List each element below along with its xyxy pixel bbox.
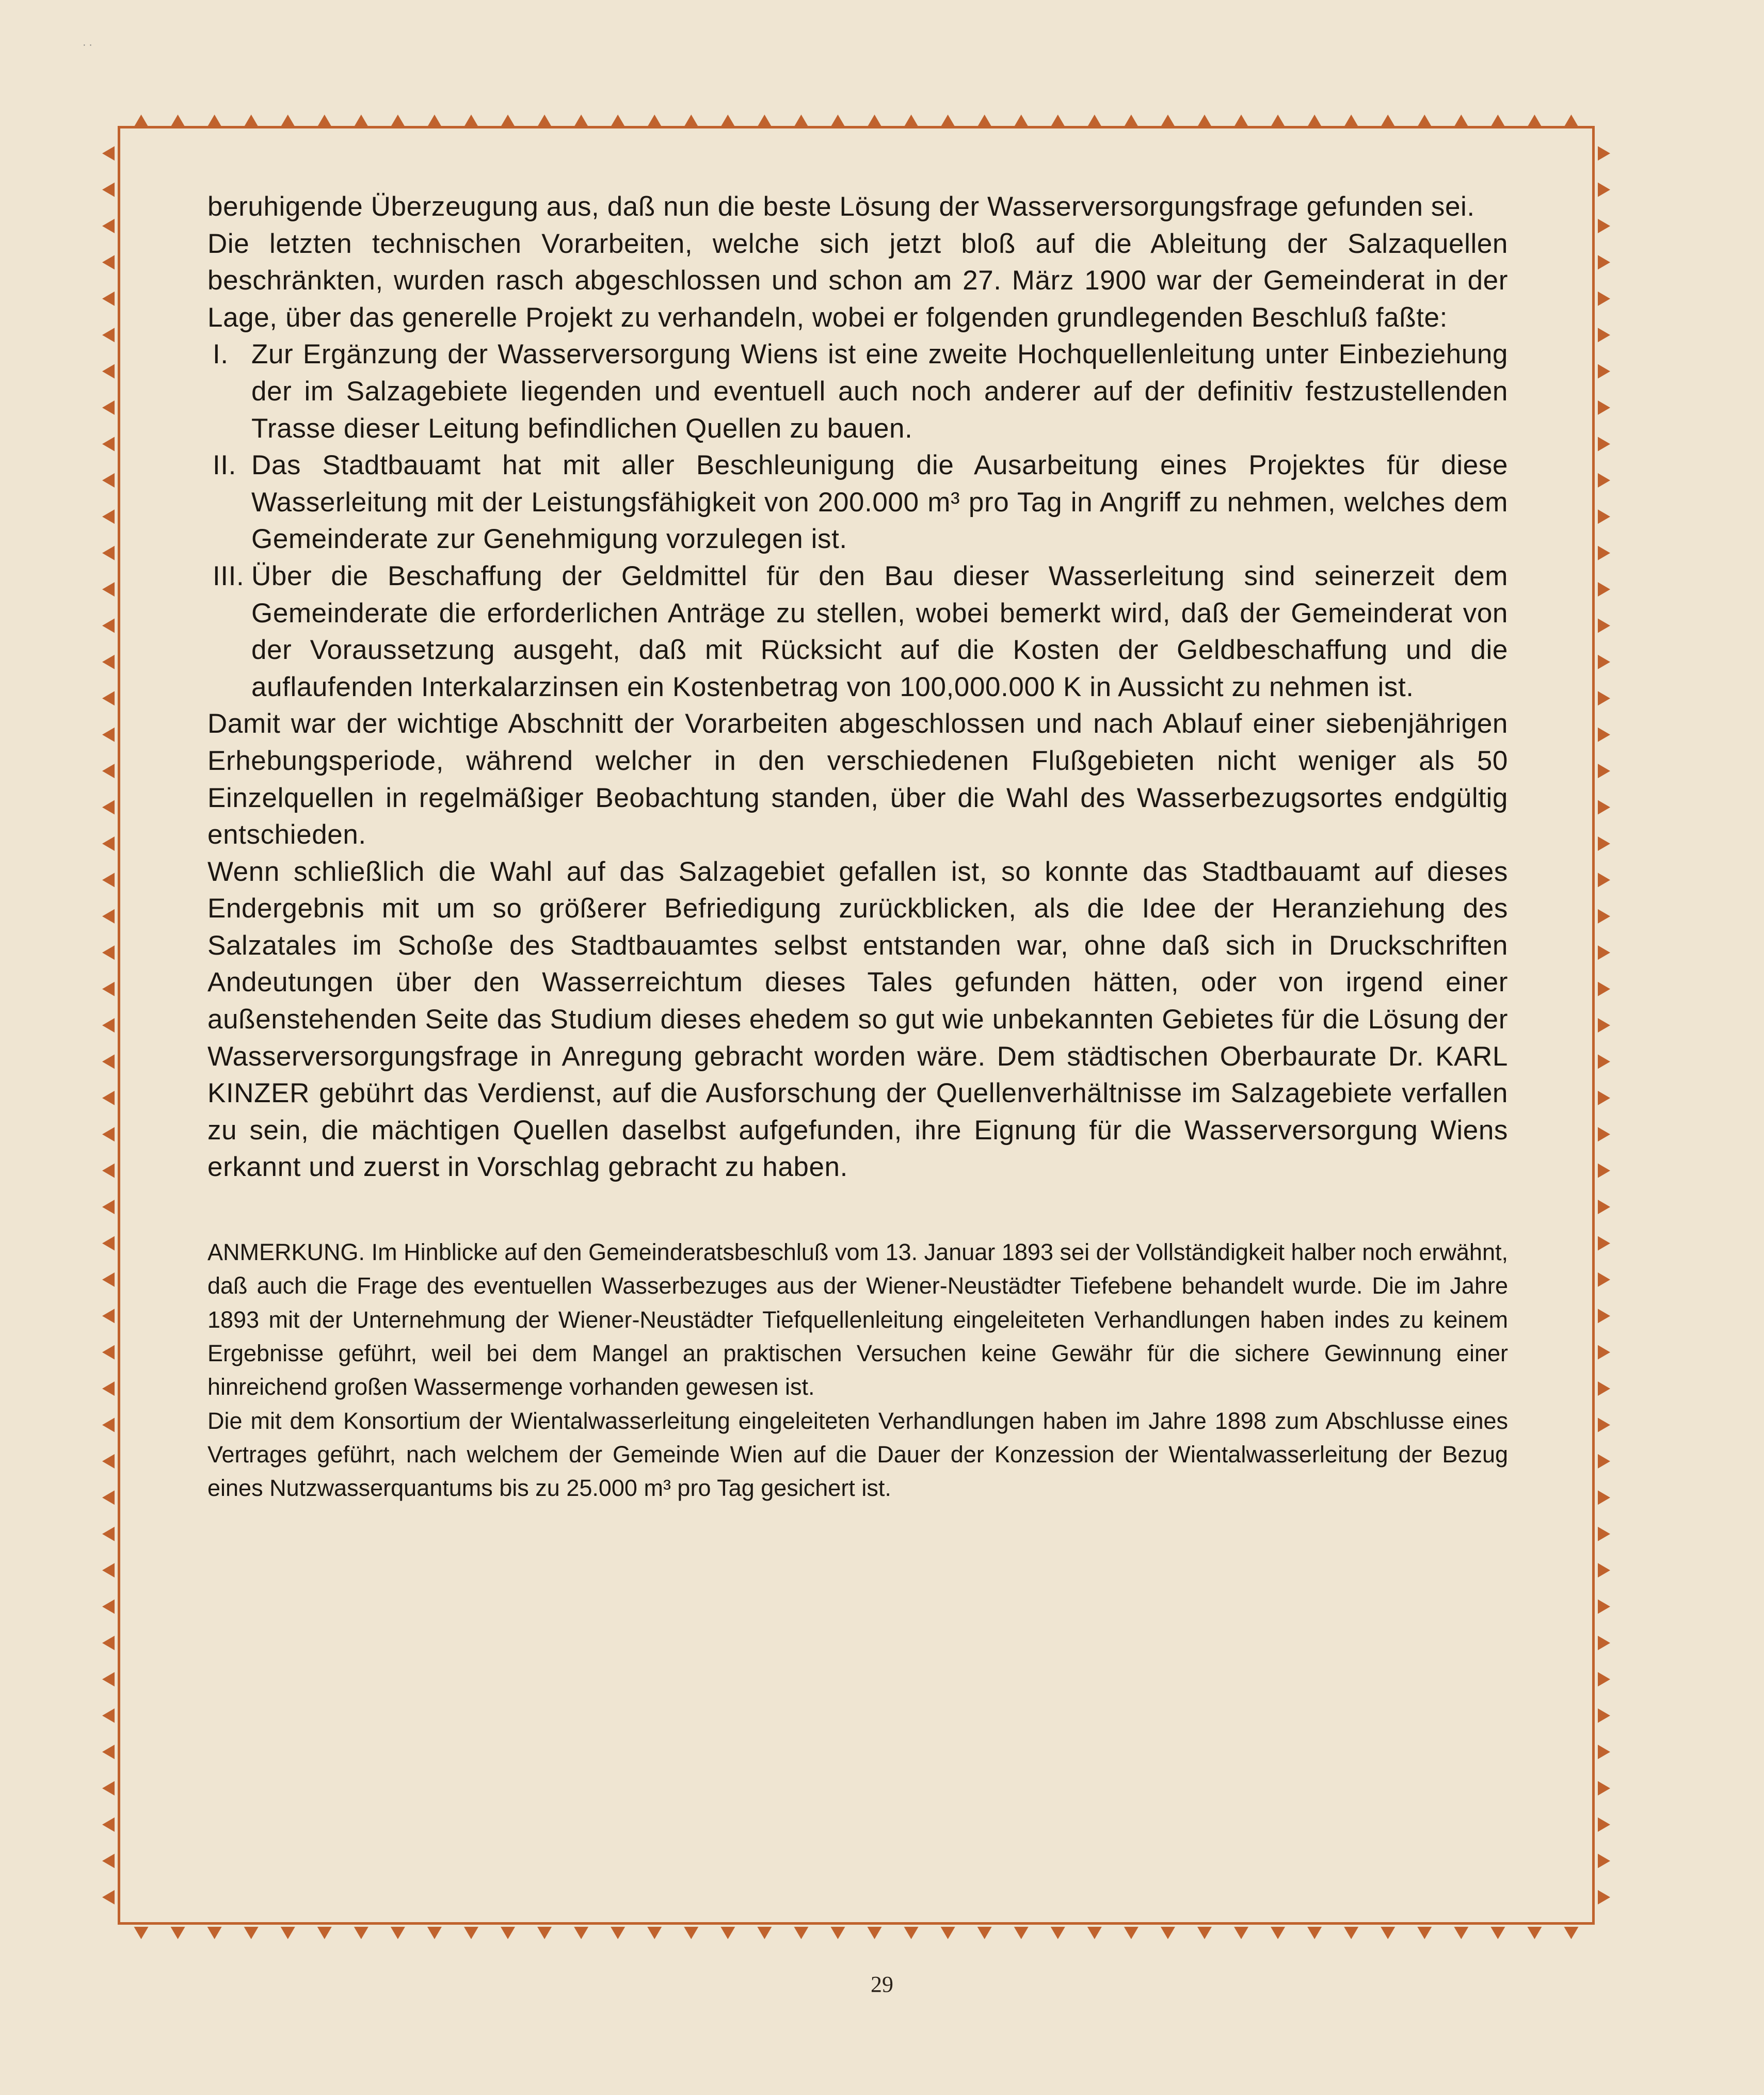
ornament-triangle — [102, 1381, 115, 1396]
ornament-triangle — [757, 115, 772, 127]
ornament-triangle — [102, 1672, 115, 1686]
ornament-triangle — [1234, 1927, 1248, 1939]
ornament-triangle — [281, 115, 295, 127]
top-ornament-triangles — [123, 109, 1590, 128]
ornament-triangle — [1598, 909, 1610, 924]
ornament-triangle — [1417, 1927, 1432, 1939]
ornament-triangle — [1598, 1018, 1610, 1033]
ornament-triangle — [501, 1927, 515, 1939]
ornament-triangle — [1197, 115, 1212, 127]
ornament-triangle — [1598, 1417, 1610, 1432]
ornament-triangle — [1197, 1927, 1212, 1939]
ornament-triangle — [830, 1927, 845, 1939]
ornament-triangle — [684, 1927, 698, 1939]
ornament-triangle — [1598, 873, 1610, 887]
annotation-block — [207, 1235, 1508, 1505]
ornament-triangle — [102, 183, 115, 197]
ornament-triangle — [1598, 1272, 1610, 1287]
ornament-triangle — [537, 115, 552, 127]
ornament-triangle — [868, 115, 882, 127]
ornament-triangle — [1234, 115, 1248, 127]
ornament-triangle — [1124, 115, 1138, 127]
ornament-triangle — [1598, 1345, 1610, 1360]
ornament-triangle — [1087, 1927, 1102, 1939]
ornament-triangle — [391, 1927, 405, 1939]
ornament-triangle — [102, 1527, 115, 1541]
ornament-triangle — [1271, 115, 1285, 127]
ornament-triangle — [1014, 115, 1029, 127]
ornament-triangle — [102, 1854, 115, 1868]
ornament-triangle — [1051, 1927, 1065, 1939]
resolution-number: I. — [213, 339, 229, 370]
ornament-triangle — [977, 115, 992, 127]
ornament-triangle — [1598, 1454, 1610, 1469]
resolution-item-1 — [207, 336, 1508, 447]
ornament-triangle — [244, 115, 259, 127]
resolution-text: Über die Beschaffung der Geldmittel für den Bau dieser Wasserleitung sind seinerzeit dem Gemeinderate die erforderlichen Anträge zu stellen, wobei bemerkt wird, daß der Gemeinderat von der Voraussetzung ausgeht, daß mit Rücksicht auf die Kosten der Geldbeschaffung und die auflaufenden Interkalarzinsen ein Kostenbetrag von 100,000.000 K in Aussicht zu nehmen ist. — [251, 560, 1508, 702]
ornament-triangle — [1161, 1927, 1175, 1939]
ornament-triangle — [1598, 764, 1610, 778]
ornament-triangle — [977, 1927, 992, 1939]
ornament-triangle — [1598, 509, 1610, 524]
ornament-triangle — [1598, 655, 1610, 669]
ornament-triangle — [1598, 1854, 1610, 1868]
resolution-text: Zur Ergänzung der Wasserversorgung Wiens ist eine zweite Hochquellenleitung unter Einbeziehung der im Salzagebiete liegenden und eventuell auch noch anderer auf der definitiv festzustellenden Trasse dieser Leitung befindlichen Quellen zu bauen. — [251, 339, 1508, 444]
ornament-triangle — [1527, 1927, 1542, 1939]
ornament-triangle — [391, 115, 405, 127]
ornament-triangle — [102, 400, 115, 415]
ornament-triangle — [102, 1563, 115, 1577]
ornament-triangle — [102, 691, 115, 705]
ornament-triangle — [1161, 115, 1175, 127]
ornament-triangle — [102, 764, 115, 778]
ornament-triangle — [1344, 1927, 1358, 1939]
ornament-triangle — [427, 115, 442, 127]
ornament-triangle — [207, 1927, 222, 1939]
ornament-triangle — [1598, 183, 1610, 197]
ornament-triangle — [102, 1490, 115, 1505]
left-ornament-triangles — [97, 135, 116, 1915]
ornament-triangle — [102, 546, 115, 560]
ornament-triangle — [464, 1927, 478, 1939]
ornament-triangle — [904, 115, 919, 127]
ornament-triangle — [1490, 115, 1505, 127]
ornament-triangle — [1598, 219, 1610, 233]
ornament-triangle — [1598, 1127, 1610, 1141]
ornament-triangle — [1014, 1927, 1029, 1939]
ornament-triangle — [1598, 1781, 1610, 1796]
ornament-triangle — [1598, 1490, 1610, 1505]
ornament-triangle — [171, 1927, 185, 1939]
ornament-triangle — [1598, 328, 1610, 342]
ornament-triangle — [1381, 1927, 1395, 1939]
ornament-triangle — [1598, 364, 1610, 379]
ornament-triangle — [102, 509, 115, 524]
ornament-triangle — [102, 1018, 115, 1033]
ornament-triangle — [1051, 115, 1065, 127]
ornament-triangle — [102, 1417, 115, 1432]
body-paragraph-1: beruhigende Überzeugung aus, daß nun die beste Lösung der Wasserversorgungsfrage gefunden sei. — [207, 191, 1475, 222]
ornament-triangle — [1454, 115, 1468, 127]
ornament-triangle — [904, 1927, 919, 1939]
ornament-triangle — [102, 255, 115, 269]
scan-specks: · · — [83, 39, 92, 51]
ornament-triangle — [537, 1927, 552, 1939]
ornament-triangle — [317, 115, 332, 127]
ornament-triangle — [1598, 400, 1610, 415]
ornament-triangle — [102, 1600, 115, 1614]
ornament-triangle — [684, 115, 698, 127]
ornament-triangle — [794, 1927, 808, 1939]
ornament-triangle — [1598, 1054, 1610, 1069]
ornament-triangle — [317, 1927, 332, 1939]
page-number: 29 — [871, 1972, 893, 1997]
ornament-triangle — [574, 1927, 588, 1939]
ornament-triangle — [941, 115, 955, 127]
ornament-triangle — [102, 1709, 115, 1723]
ornament-triangle — [102, 582, 115, 597]
ornament-triangle — [757, 1927, 772, 1939]
ornament-triangle — [1598, 1381, 1610, 1396]
ornament-triangle — [1564, 115, 1578, 127]
ornament-triangle — [102, 982, 115, 996]
ornament-triangle — [611, 115, 625, 127]
ornament-triangle — [1598, 437, 1610, 451]
ornament-triangle — [1598, 1164, 1610, 1178]
ornament-triangle — [102, 945, 115, 960]
ornament-triangle — [102, 655, 115, 669]
body-paragraph-3: Damit war der wichtige Abschnitt der Vorarbeiten abgeschlossen und nach Ablauf einer siebenjährigen Erhebungsperiode, während welcher in den verschiedenen Flußgebieten nicht weniger als 50 Einzelquellen in regelmäßiger Beobachtung standen, über die Wahl des Wasserbezugsortes endgültig entschieden. — [207, 708, 1508, 850]
ornament-triangle — [102, 1890, 115, 1905]
ornament-triangle — [102, 1454, 115, 1469]
ornament-triangle — [171, 115, 185, 127]
ornament-triangle — [102, 619, 115, 633]
ornament-triangle — [102, 728, 115, 742]
resolution-item-2 — [207, 447, 1508, 558]
ornament-triangle — [1598, 691, 1610, 705]
ornament-triangle — [1598, 1817, 1610, 1832]
ornament-triangle — [1344, 115, 1358, 127]
ornament-triangle — [102, 800, 115, 815]
ornament-triangle — [207, 115, 222, 127]
ornament-triangle — [1417, 115, 1432, 127]
ornament-triangle — [501, 115, 515, 127]
ornament-triangle — [1598, 292, 1610, 306]
ornament-triangle — [1598, 255, 1610, 269]
ornament-triangle — [1598, 146, 1610, 160]
ornament-triangle — [102, 292, 115, 306]
ornament-triangle — [102, 146, 115, 160]
bottom-ornament-triangles — [123, 1926, 1590, 1944]
ornament-triangle — [1598, 1745, 1610, 1759]
ornament-triangle — [1598, 800, 1610, 815]
ornament-triangle — [1527, 115, 1542, 127]
body-paragraph-4: Wenn schließlich die Wahl auf das Salzagebiet gefallen ist, so konnte das Stadtbauamt auf dieses Endergebnis mit um so größerer Befriedigung zurückblicken, als die Idee der Heranziehung des Salzatales im Schoße des Stadtbauamtes selbst entstanden war, ohne daß sich in Druckschriften Andeutungen über den Wasserreichtum dieses Tales gefunden hätten, oder von irgend einer außenstehenden Seite das Studium dieses ehedem so gut wie unbekannten Gebietes für die Lösung der Wasserversorgungsfrage in Anregung gebracht worden wäre. Dem städtischen Oberbaurate Dr. KARL KINZER gebührt das Verdienst, auf die Ausforschung der Quellenverhältnisse im Salzagebiete verfallen zu sein, die mächtigen Quellen daselbst aufgefunden, ihre Eignung für die Wasserversorgung Wiens erkannt und zuerst in Vorschlag gebracht zu haben. — [207, 856, 1508, 1183]
ornament-triangle — [1564, 1927, 1578, 1939]
ornament-triangle — [1087, 115, 1102, 127]
ornament-triangle — [1124, 1927, 1138, 1939]
ornament-triangle — [1307, 1927, 1322, 1939]
ornament-triangle — [102, 1745, 115, 1759]
ornament-triangle — [830, 115, 845, 127]
ornament-triangle — [1598, 1527, 1610, 1541]
ornament-triangle — [102, 1272, 115, 1287]
ornament-triangle — [1598, 1600, 1610, 1614]
ornament-triangle — [720, 1927, 735, 1939]
right-ornament-triangles — [1597, 135, 1615, 1915]
ornament-triangle — [574, 115, 588, 127]
ornament-triangle — [102, 1091, 115, 1105]
ornament-triangle — [1598, 1672, 1610, 1686]
resolution-item-3 — [207, 558, 1508, 705]
ornament-triangle — [1598, 1236, 1610, 1250]
ornament-triangle — [1598, 1309, 1610, 1323]
ornament-triangle — [281, 1927, 295, 1939]
resolution-text: Das Stadtbauamt hat mit aller Beschleunigung die Ausarbeitung eines Projektes für diese Wasserleitung mit der Leistungsfähigkeit von 200.000 m³ pro Tag in Angriff zu nehmen, welches dem Gemeinderate zur Genehmigung vorzulegen ist. — [251, 450, 1508, 555]
ornament-triangle — [1598, 1890, 1610, 1905]
ornament-triangle — [102, 219, 115, 233]
ornament-triangle — [102, 909, 115, 924]
ornament-triangle — [1307, 115, 1322, 127]
annotation-paragraph-1: ANMERKUNG. Im Hinblicke auf den Gemeinderatsbeschluß vom 13. Januar 1893 sei der Vollständigkeit halber noch erwähnt, daß auch die Frage des eventuellen Wasserbezuges aus der Wiener-Neustädter Tiefebene behandelt wurde. Die im Jahre 1893 mit der Unternehmung der Wiener-Neustädter Tiefquellenleitung eingeleiteten Verhandlungen haben indes zu keinem Ergebnisse geführt, weil bei dem Mangel an praktischen Versuchen keine Gewähr für die sichere Gewinnung einer hinreichend großen Wassermenge vorhanden gewesen ist. — [207, 1239, 1508, 1400]
ornament-triangle — [354, 1927, 368, 1939]
ornament-triangle — [1454, 1927, 1468, 1939]
ornament-triangle — [102, 437, 115, 451]
ornament-triangle — [102, 1781, 115, 1796]
ornament-triangle — [1598, 473, 1610, 488]
main-text-block — [207, 188, 1508, 1505]
resolution-number: III. — [213, 560, 245, 591]
ornament-triangle — [794, 115, 808, 127]
ornament-triangle — [244, 1927, 259, 1939]
ornament-triangle — [1598, 619, 1610, 633]
ornament-triangle — [354, 115, 368, 127]
ornament-triangle — [464, 115, 478, 127]
ornament-triangle — [102, 1236, 115, 1250]
annotation-paragraph-2: Die mit dem Konsortium der Wientalwasserleitung eingeleiteten Verhandlungen haben im Jahre 1898 zum Abschlusse eines Vertrages geführt, nach welchem der Gemeinde Wien auf die Dauer der Konzession der Wientalwasserleitung der Bezug eines Nutzwasserquantums bis zu 25.000 m³ pro Tag gesichert ist. — [207, 1407, 1508, 1502]
ornament-triangle — [868, 1927, 882, 1939]
ornament-triangle — [720, 115, 735, 127]
ornament-triangle — [611, 1927, 625, 1939]
ornament-triangle — [1598, 1709, 1610, 1723]
ornament-triangle — [1271, 1927, 1285, 1939]
ornament-triangle — [1490, 1927, 1505, 1939]
ornament-triangle — [102, 873, 115, 887]
ornament-triangle — [102, 1309, 115, 1323]
ornament-triangle — [134, 115, 149, 127]
ornament-triangle — [102, 1636, 115, 1650]
ornament-triangle — [102, 364, 115, 379]
ornament-triangle — [1598, 945, 1610, 960]
ornament-triangle — [1598, 546, 1610, 560]
ornament-triangle — [647, 115, 662, 127]
ornament-triangle — [1598, 1636, 1610, 1650]
ornament-triangle — [1598, 582, 1610, 597]
ornament-triangle — [1598, 982, 1610, 996]
ornament-triangle — [102, 473, 115, 488]
ornament-triangle — [1381, 115, 1395, 127]
ornament-triangle — [1598, 1200, 1610, 1214]
ornament-triangle — [941, 1927, 955, 1939]
ornament-triangle — [134, 1927, 149, 1939]
ornament-triangle — [1598, 1091, 1610, 1105]
ornament-triangle — [102, 1127, 115, 1141]
ornament-triangle — [102, 328, 115, 342]
resolution-number: II. — [213, 450, 236, 481]
ornament-triangle — [427, 1927, 442, 1939]
ornament-triangle — [102, 1817, 115, 1832]
ornament-triangle — [1598, 836, 1610, 851]
ornament-triangle — [102, 1054, 115, 1069]
ornament-triangle — [647, 1927, 662, 1939]
body-paragraph-2: Die letzten technischen Vorarbeiten, welche sich jetzt bloß auf die Ableitung der Salzaquellen beschränkten, wurden rasch abgeschlossen und schon am 27. März 1900 war der Gemeinderat in der Lage, über das generelle Projekt zu verhandeln, wobei er folgenden grundlegenden Beschluß faßte: — [207, 228, 1508, 333]
ornament-triangle — [102, 836, 115, 851]
ornament-triangle — [102, 1200, 115, 1214]
ornament-triangle — [102, 1345, 115, 1360]
ornament-triangle — [102, 1164, 115, 1178]
ornament-triangle — [1598, 728, 1610, 742]
ornament-triangle — [1598, 1563, 1610, 1577]
